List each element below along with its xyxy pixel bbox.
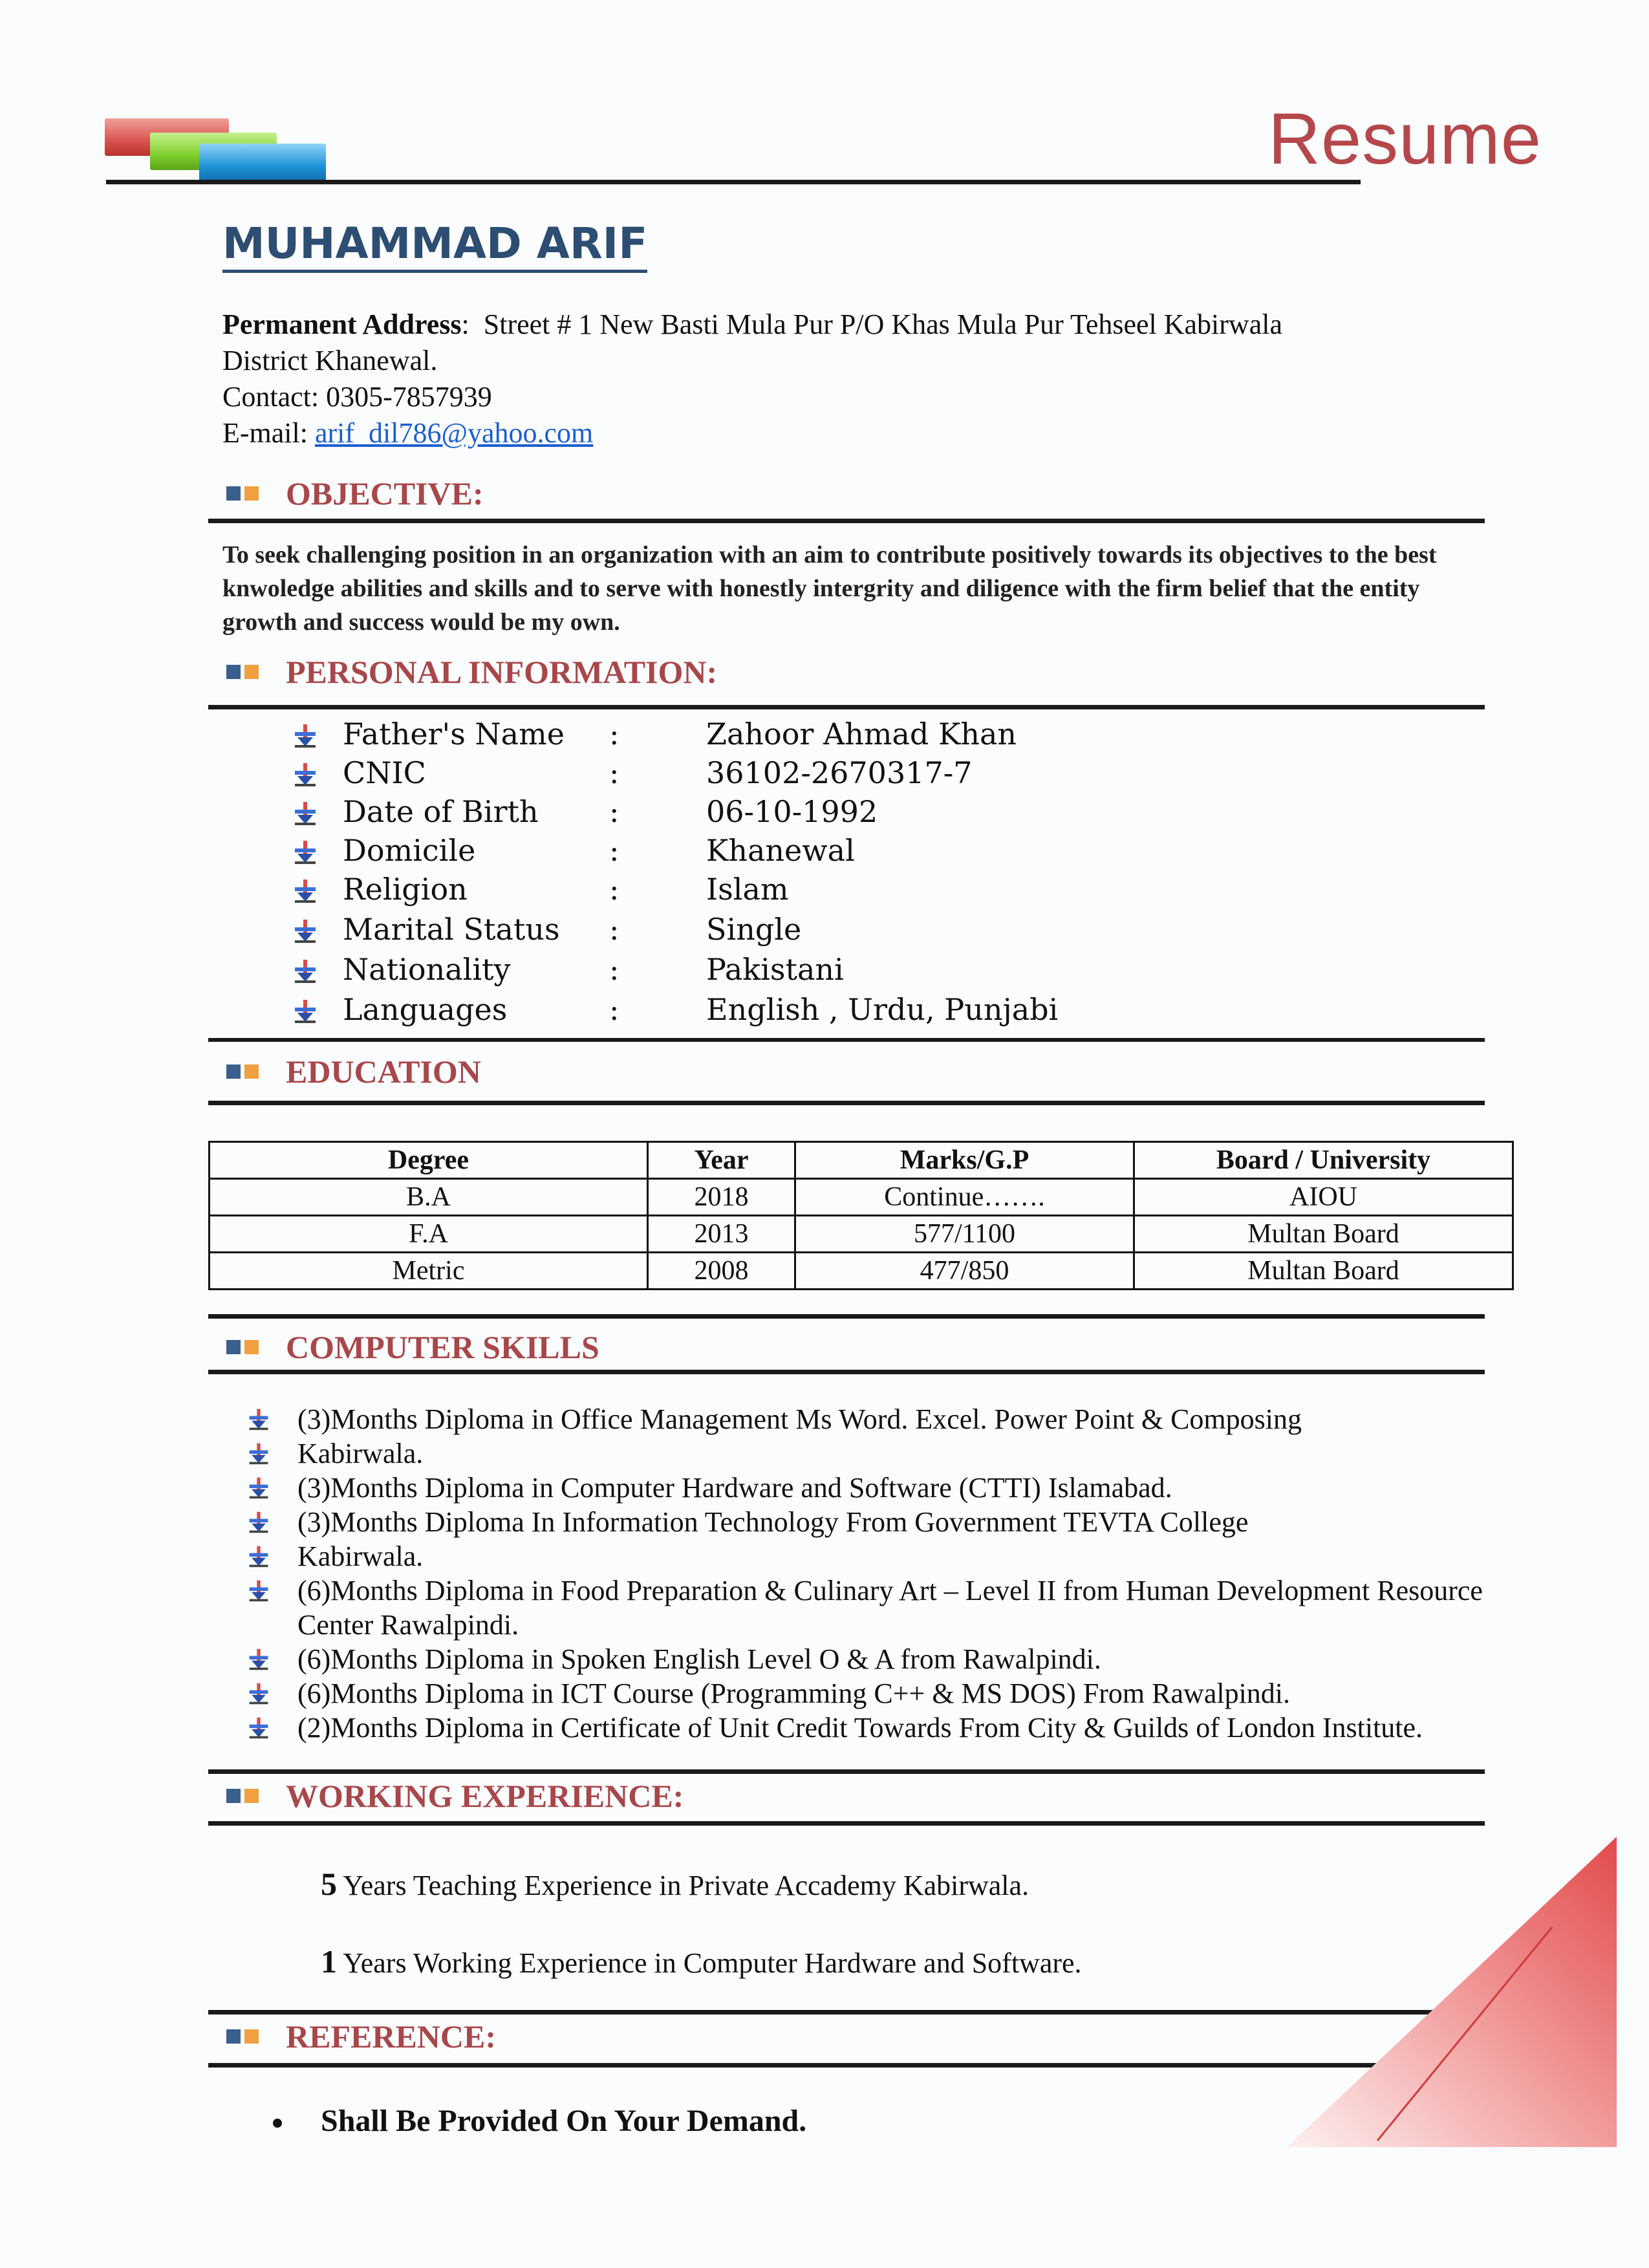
square-bullet-icon [226,2029,241,2044]
table-cell: Multan Board [1134,1216,1513,1253]
section-rule [208,705,1485,709]
arrow-down-bullet-icon [247,1716,270,1740]
arrow-down-bullet-icon [292,723,318,749]
square-bullet-icon [244,665,259,679]
separator-colon: : [609,755,620,790]
table-cell: 2008 [648,1253,795,1290]
experience-years: 5 [321,1866,337,1902]
section-rule [208,1314,1485,1319]
email-label: E-mail: [222,417,308,449]
email-link[interactable]: arif_dil786@yahoo.com [314,417,594,449]
table-cell: 2013 [648,1216,795,1253]
skill-text: Kabirwala. [297,1438,424,1469]
list-item [247,1436,1502,1471]
separator-colon: : [609,952,620,987]
skill-text: (6)Months Diploma in ICT Course (Programming C++ & MS DOS) From Rawalpindi. [297,1678,1291,1709]
personal-info-value: Islam [706,872,789,907]
table-cell: F.A [210,1216,648,1253]
arrow-down-bullet-icon [292,878,318,904]
header-rule [106,180,1361,184]
bullet-dot-icon [273,2119,282,2128]
separator-colon: : [609,794,620,829]
square-bullet-icon [244,1064,259,1079]
arrow-down-bullet-icon [247,1544,270,1569]
personal-info-value: 06-10-1992 [706,794,878,829]
personal-info-label: Languages [343,992,508,1027]
objective-text: To seek challenging position in an organization with an aim to contribute positively towards its objectives to the best knwoledge abilities and skills and to serve with honestly intergrity and diligence with the firm belief that the entity growth and success would be my own. [222,541,1437,636]
table-cell: Multan Board [1134,1253,1513,1290]
experience-item [321,1865,1029,1903]
section-rule [208,1370,1485,1374]
section-title-personal: PERSONAL INFORMATION: [286,654,718,690]
personal-info-label: Father's Name [343,717,565,751]
arrow-down-bullet-icon [292,999,318,1024]
list-item [247,1539,1502,1573]
experience-years: 1 [321,1943,337,1980]
skill-text: Kabirwala. [297,1540,424,1572]
list-item [247,1676,1502,1711]
section-title-objective: OBJECTIVE: [286,475,484,512]
arrow-down-bullet-icon [247,1647,270,1672]
address-text: Street # 1 New Basti Mula Pur P/O Khas Mula Pur Tehseel Kabirwala [483,308,1282,340]
table-cell: B.A [210,1179,648,1216]
candidate-name: MUHAMMAD ARIF [222,219,647,273]
experience-text: Years Teaching Experience in Private Accademy Kabirwala. [343,1870,1029,1901]
personal-info-label: Nationality [343,952,511,987]
decorative-corner-triangle [1280,1837,1617,2173]
list-item [247,1505,1502,1539]
arrow-down-bullet-icon [292,801,318,826]
arrow-down-bullet-icon [292,762,318,788]
contact-email-line [222,415,593,451]
arrow-down-bullet-icon [292,958,318,984]
experience-text: Years Working Experience in Computer Hardware and Software. [343,1947,1082,1979]
arrow-down-bullet-icon [247,1442,270,1466]
square-bullet-icon [226,1064,241,1079]
column-header: Degree [210,1142,648,1179]
list-item [247,1471,1502,1505]
table-cell: 477/850 [795,1253,1134,1290]
table-row [210,1253,1513,1290]
decorative-blue-bar [199,144,326,181]
skill-text: (6)Months Diploma in Food Preparation & Culinary Art – Level II from Human Development Resource Center Rawalpindi. [297,1575,1483,1641]
section-title-experience: WORKING EXPERIENCE: [286,1778,684,1814]
table-cell: 2018 [648,1179,795,1216]
personal-info-label: Religion [343,872,468,907]
square-bullet-icon [226,665,241,679]
personal-info-value: English , Urdu, Punjabi [706,992,1059,1027]
personal-info-label: Domicile [343,833,476,868]
column-header: Marks/G.P [795,1142,1134,1179]
table-row [210,1216,1513,1253]
section-rule [208,1038,1485,1042]
square-bullet-icon [244,2029,259,2044]
square-bullet-icon [244,1340,259,1354]
skill-text: (3)Months Diploma in Computer Hardware and Software (CTTI) Islamabad. [297,1472,1172,1504]
table-header-row [210,1142,1513,1179]
separator-colon: : [609,717,620,751]
address-label: Permanent Address [222,308,462,340]
column-header: Board / University [1134,1142,1513,1179]
arrow-down-bullet-icon [247,1510,270,1535]
personal-info-value: 36102-2670317-7 [706,755,973,790]
section-title-reference: REFERENCE: [286,2018,497,2055]
square-bullet-icon [226,1340,241,1354]
arrow-down-bullet-icon [247,1407,270,1432]
section-title-education: EDUCATION [286,1053,481,1090]
contact-phone: Contact: 0305-7857939 [222,381,492,413]
table-cell: Metric [210,1253,648,1290]
section-title-skills: COMPUTER SKILLS [286,1329,599,1365]
personal-info-value: Zahoor Ahmad Khan [706,717,1017,751]
skill-text: (3)Months Diploma In Information Technology From Government TEVTA College [297,1506,1249,1538]
list-item [247,1573,1502,1642]
skill-text: (3)Months Diploma in Office Management Ms Word. Excel. Power Point & Composing [297,1403,1302,1435]
personal-info-value: Single [706,912,802,947]
table-cell: Continue……. [795,1179,1134,1216]
address-line-2: District Khanewal. [222,345,438,376]
experience-item [321,1943,1082,1980]
square-bullet-icon [226,486,241,501]
square-bullet-icon [244,1789,259,1803]
resume-title: Resume [1267,98,1542,179]
separator-colon: : [609,833,620,868]
column-header: Year [648,1142,795,1179]
list-item [247,1711,1502,1745]
section-rule [208,1769,1485,1774]
square-bullet-icon [244,486,259,501]
arrow-down-bullet-icon [247,1579,270,1603]
personal-info-value: Pakistani [706,952,844,987]
section-rule [208,519,1485,523]
skills-list [247,1402,1502,1745]
skill-text: (6)Months Diploma in Spoken English Level O & A from Rawalpindi. [297,1643,1101,1675]
education-table [208,1141,1514,1290]
personal-info-label: CNIC [343,755,426,790]
list-item [247,1642,1502,1676]
reference-text: Shall Be Provided On Your Demand. [321,2104,807,2138]
arrow-down-bullet-icon [292,839,318,865]
section-rule [208,1101,1485,1105]
personal-info-label: Date of Birth [343,794,539,829]
arrow-down-bullet-icon [292,918,318,944]
skill-text: (2)Months Diploma in Certificate of Unit Credit Towards From City & Guilds of London Institute. [297,1712,1423,1744]
address-line-1: Permanent Address: Street # 1 New Basti Mula Pur P/O Khas Mula Pur Tehseel Kabirwala [222,308,1282,340]
table-row [210,1179,1513,1216]
personal-info-label: Marital Status [343,912,560,947]
separator-colon: : [609,872,620,907]
separator-colon: : [609,992,620,1027]
separator-colon: : [609,912,620,947]
table-cell: 577/1100 [795,1216,1134,1253]
list-item [247,1402,1502,1436]
square-bullet-icon [226,1789,241,1803]
arrow-down-bullet-icon [247,1476,270,1500]
section-rule [208,1821,1485,1826]
arrow-down-bullet-icon [247,1681,270,1706]
table-cell: AIOU [1134,1179,1513,1216]
personal-info-value: Khanewal [706,833,855,868]
